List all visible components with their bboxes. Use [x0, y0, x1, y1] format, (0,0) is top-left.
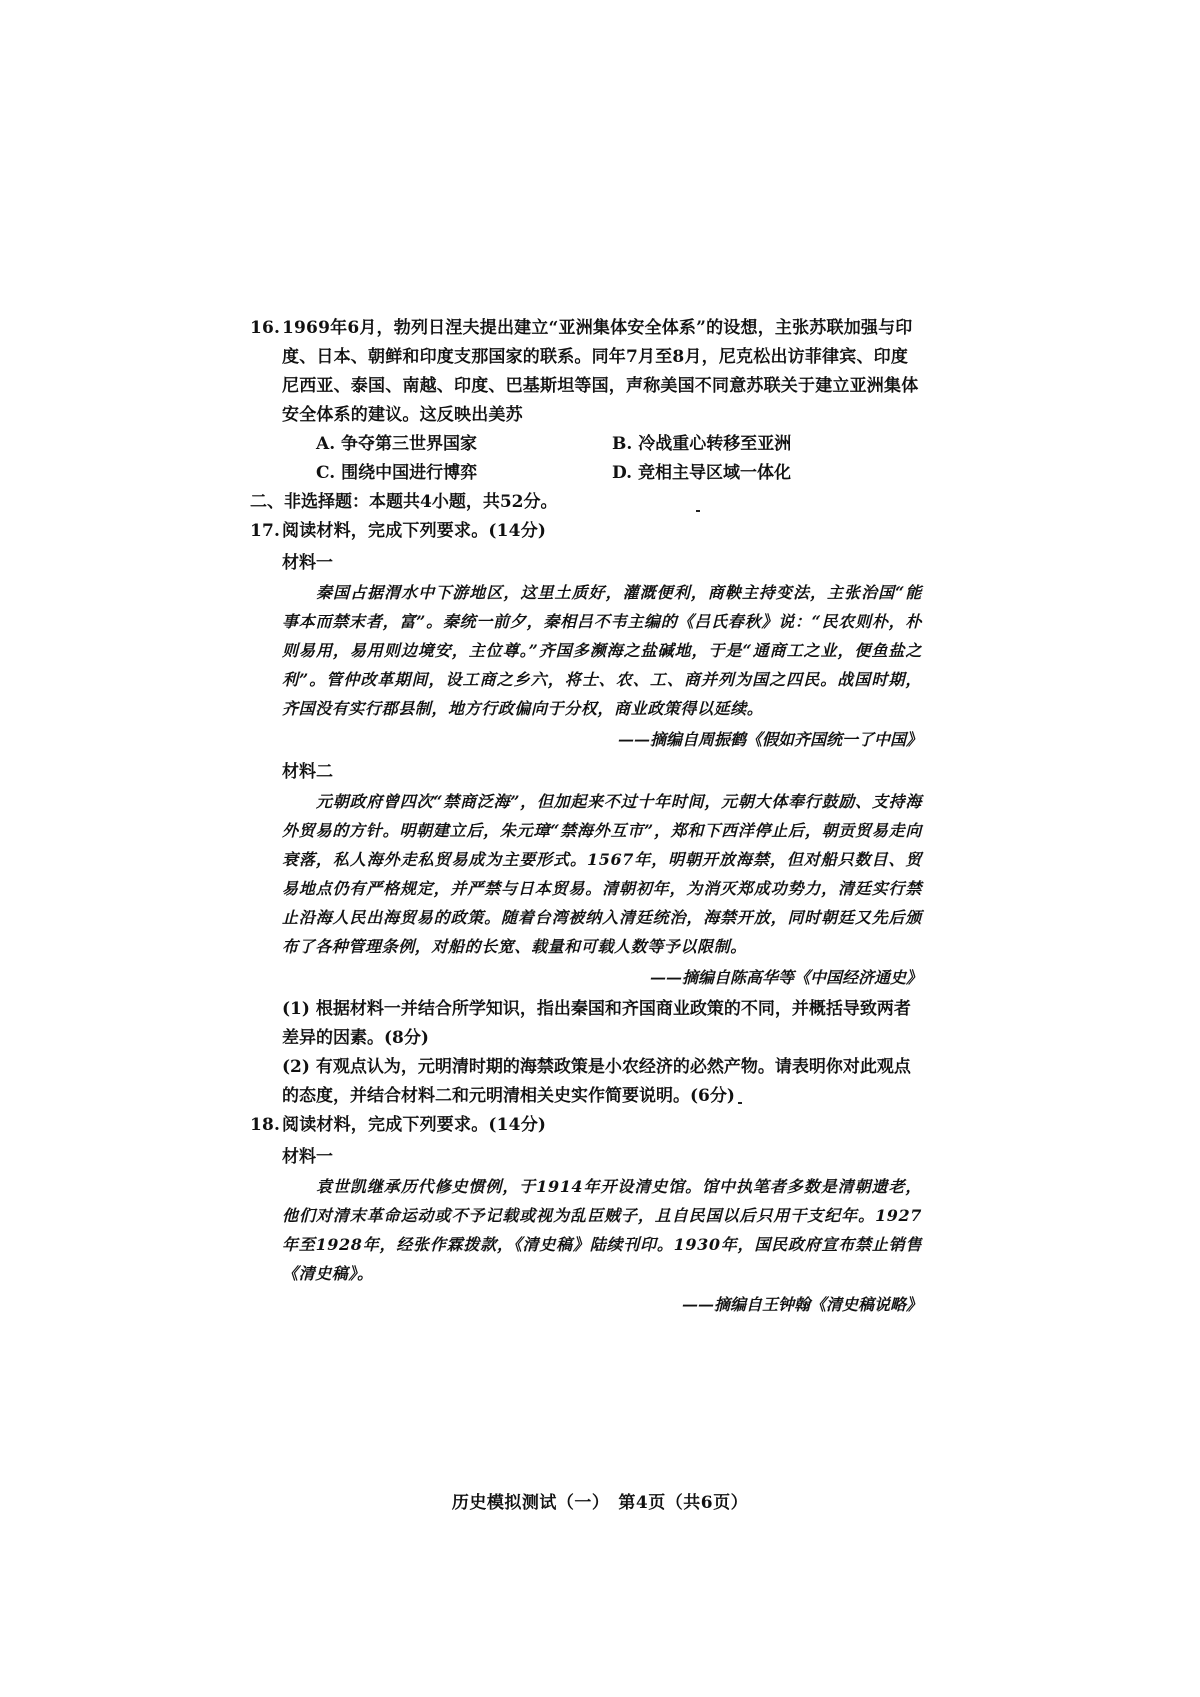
question-number: 17. [250, 521, 281, 541]
material-text: 元朝政府曾四次“禁商泛海”，但加起来不过十年时间，元朝大体奉行鼓励、支持海外贸易的方针。明朝建立后，朱元璋“禁海外互市”，郑和下西洋停止后，朝贡贸易走向衰落，私人海外走私贸易成为主要形式。1567年，明朝开放海禁，但对船只数目、贸易地点仍有严格规定，并严禁与日本贸易。清朝初年，为消灭郑成功势力，清廷实行禁止沿海人民出海贸易的政策。随着台湾被纳入清廷统治，海禁开放，同时朝廷又先后颁布了各种管理条例，对船的长宽、载量和可载人数等予以限制。 [282, 792, 922, 956]
scan-speck [738, 1102, 742, 1104]
question-stem: 1969年6月，勃列日涅夫提出建立“亚洲集体安全体系”的设想，主张苏联加强与印度、日本、朝鲜和印度支那国家的联系。同年7月至8月，尼克松出访菲律宾、印度尼西亚、泰国、南越、印度、巴基斯坦等国，声称美国不同意苏联关于建立亚洲集体安全体系的建议。这反映出美苏 [282, 318, 919, 425]
material-text: 秦国占据渭水中下游地区，这里土质好，灌溉便利，商鞅主持变法，主张治国“能事本而禁末者，富”。秦统一前夕，秦相吕不韦主编的《吕氏春秋》说：“民农则朴，朴则易用，易用则边境安，主位尊。”齐国多濒海之盐碱地，于是“通商工之业，便鱼盐之利”。管仲改革期间，设工商之乡六，将士、农、工、商并列为国之四民。战国时期，齐国没有实行郡县制，地方行政偏向于分权，商业政策得以延续。 [282, 583, 922, 718]
option-b: B. 冷战重心转移至亚洲 [612, 434, 792, 454]
material-label: 材料二 [282, 762, 333, 782]
instruction-text: 阅读材料，完成下列要求。(14分) [282, 521, 547, 541]
instruction-text: 阅读材料，完成下列要求。(14分) [282, 1115, 547, 1135]
section-title: 二、非选择题：本题共4小题，共52分。 [250, 492, 558, 512]
material-text: 袁世凯继承历代修史惯例，于1914年开设清史馆。馆中执笔者多数是清朝遗老，他们对清末革命运动或不予记载或视为乱臣贼子，且自民国以后只用干支纪年。1927年至1928年，经张作霖拨款，《清史稿》陆续刊印。1930年，国民政府宣布禁止销售《清史稿》。 [282, 1177, 922, 1283]
material-source: ——摘编自陈高华等《中国经济通史》 [649, 968, 922, 987]
option-a: A. 争夺第三世界国家 [316, 434, 478, 454]
material-label: 材料一 [282, 1147, 333, 1167]
option-c: C. 围绕中国进行博弈 [316, 463, 478, 483]
question-18-instruction [250, 1111, 922, 1140]
sub-question-1: (1) 根据材料一并结合所学知识，指出秦国和齐国商业政策的不同，并概括导致两者差异的因素。(8分) [282, 999, 911, 1048]
option-d: D. 竞相主导区域一体化 [612, 463, 791, 483]
sub-question-2: (2) 有观点认为，元明清时期的海禁政策是小农经济的必然产物。请表明你对此观点的态度，并结合材料二和元明清相关史实作简要说明。(6分) [282, 1057, 911, 1106]
scan-speck [696, 510, 700, 512]
material-label: 材料一 [282, 553, 333, 573]
question-number: 18. [250, 1115, 281, 1135]
question-number: 16. [250, 318, 281, 338]
page-content [250, 314, 922, 1322]
question-17-instruction [250, 517, 922, 546]
page-footer: 历史模拟测试（一） 第4页（共6页） [451, 1493, 749, 1513]
material-source: ——摘编自周振鹤《假如齐国统一了中国》 [617, 730, 922, 749]
question-16 [250, 314, 922, 430]
material-source: ——摘编自王钟翰《清史稿说略》 [681, 1295, 922, 1314]
question-16-options [282, 430, 922, 488]
